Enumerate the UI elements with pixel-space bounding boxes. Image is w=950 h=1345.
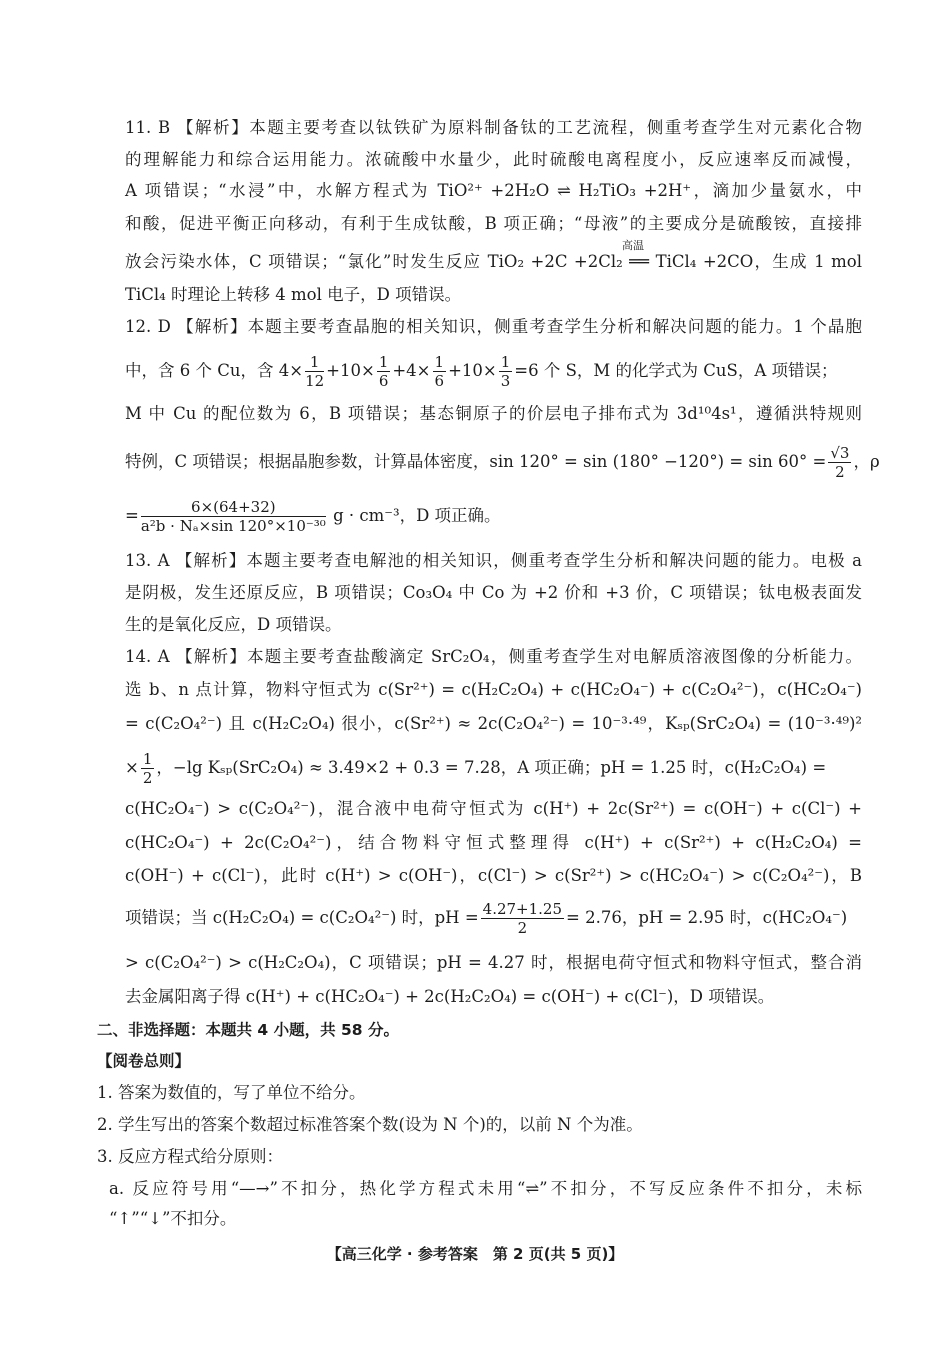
q12-text: 特例，C 项错误；根据晶胞参数，计算晶体密度，sin 120° = sin (180° −120°) = sin 60° = [125,452,827,471]
q14-line-9: > c(C₂O₄²⁻) > c(H₂C₂O₄)，C 项错误；pH = 4.27 时，根据电荷守恒式和物料守恒式，整合消 [125,953,862,972]
q11-line-5: 放会污染水体，C 项错误；“氯化”时发生反应 TiO₂ +2C +2Cl₂ ══ TiCl₄ +2CO，生成 1 mol [125,252,862,271]
rule-3a-line-2: “↑”“↓”不扣分。 [109,1209,237,1228]
q12-line-3: M 中 Cu 的配位数为 6，B 项错误；基态铜原子的价层电子排布式为 3d¹⁰4s¹，遵循洪特规则 [125,404,862,423]
q12-text: 中，含 6 个 Cu，含 4× [125,361,304,380]
denominator: 12 [305,372,325,390]
q14-line-2: 选 b、n 点计算，物料守恒式为 c(Sr²⁺) = c(H₂C₂O₄) + c(HC₂O₄⁻) + c(C₂O₄²⁻)，c(HC₂O₄⁻) [125,680,862,699]
q13-line-3: 生的是氧化反应，D 项错误。 [125,615,342,634]
q11-reaction-condition: 高温 [622,239,644,252]
numerator: 1 [434,353,445,371]
q12-text: +4× [392,361,431,380]
fraction [141,750,155,787]
q11-line-2: 的理解能力和综合运用能力。浓硫酸中水量少，此时硫酸电离程度小，反应速率反而减慢， [125,150,862,169]
q12-text: +10× [326,361,375,380]
denominator: 6 [434,372,445,390]
q12-text: ，ρ [853,452,880,471]
q14-line-6: c(HC₂O₄⁻) + 2c(C₂O₄²⁻)，结合物料守恒式整理得 c(H⁺) + c(Sr²⁺) + c(H₂C₂O₄) = [125,833,862,852]
fraction [433,353,447,390]
q11-line-3: A 项错误；“水浸”中，水解方程式为 TiO²⁺ +2H₂O ⇌ H₂TiO₃ +2H⁺，滴加少量氨水，中 [125,181,862,200]
numerator: 1 [500,353,511,371]
denominator: 3 [500,372,511,390]
q14-line-3: = c(C₂O₄²⁻) 且 c(H₂C₂O₄) 很小，c(Sr²⁺) ≈ 2c(C₂O₄²⁻) = 10⁻³·⁴⁹，Kₛₚ(SrC₂O₄) = (10⁻³·⁴⁹)² [125,714,862,733]
q14-text: 项错误；当 c(H₂C₂O₄) = c(C₂O₄²⁻) 时，pH = [125,908,479,927]
denominator: 6 [378,372,389,390]
q11-line-1: 11. B 【解析】本题主要考查以钛铁矿为原料制备钛的工艺流程，侧重考查学生对元素化合物 [125,118,862,137]
q12-line-2 [125,350,862,392]
q14-line-5: c(HC₂O₄⁻) > c(C₂O₄²⁻)，混合液中电荷守恒式为 c(H⁺) + 2c(Sr²⁺) = c(OH⁻) + c(Cl⁻) + [125,799,862,818]
rules-title: 【阅卷总则】 [97,1052,191,1070]
denominator: 2 [142,769,153,787]
q14-line-8 [125,896,862,940]
fraction [481,900,564,937]
q14-text: ，−lg Kₛₚ(SrC₂O₄) ≈ 3.49×2 + 0.3 = 7.28，A 项正确；pH = 1.25 时，c(H₂C₂O₄) = [156,758,827,777]
page-footer: 【高三化学 · 参考答案 第 2 页(共 5 页)】 [326,1245,624,1263]
fraction [141,498,326,535]
fraction [377,353,391,390]
q12-line-1: 12. D 【解析】本题主要考查晶胞的相关知识，侧重考查学生分析和解决问题的能力。1 个晶胞 [125,317,862,336]
numerator: 1 [142,750,153,768]
denominator: 2 [517,919,528,937]
numerator: √3 [830,444,850,462]
rule-3a-line-1: a. 反应符号用“—→”不扣分，热化学方程式未用“⇌”不扣分，不写反应条件不扣分，未标 [109,1179,862,1198]
numerator: 4.27+1.25 [482,900,563,918]
q13-line-1: 13. A 【解析】本题主要考查电解池的相关知识，侧重考查学生分析和解决问题的能力。电极 a [125,551,862,570]
denominator: 2 [835,463,845,481]
q12-text: =6 个 S，M 的化学式为 CuS，A 项错误； [514,361,838,380]
q14-text: = 2.76，pH = 2.95 时，c(HC₂O₄⁻) [566,908,848,927]
q14-line-1: 14. A 【解析】本题主要考查盐酸滴定 SrC₂O₄，侧重考查学生对电解质溶液图像的分析能力。 [125,647,862,666]
section-heading: 二、非选择题：本题共 4 小题，共 58 分。 [97,1021,399,1039]
numerator: 6×(64+32) [141,498,326,517]
q12-line-4 [125,440,880,484]
q14-line-4 [125,746,862,790]
fraction [305,353,324,390]
fraction [828,444,851,481]
q12-line-5 [125,494,862,538]
q11-line-4: 和酸，促进平衡正向移动，有利于生成钛酸，B 项正确；“母液”的主要成分是硫酸铵，直接排 [125,214,862,233]
rule-2: 2. 学生写出的答案个数超过标准答案个数(设为 N 个)的，以前 N 个为准。 [97,1115,643,1134]
fraction [499,353,513,390]
q14-line-7: c(OH⁻) + c(Cl⁻)，此时 c(H⁺) > c(OH⁻)，c(Cl⁻) > c(Sr²⁺) > c(HC₂O₄⁻) > c(C₂O₄²⁻)，B [125,866,862,885]
q14-line-10: 去金属阳离子得 c(H⁺) + c(HC₂O₄⁻) + 2c(H₂C₂O₄) = c(OH⁻) + c(Cl⁻)，D 项错误。 [125,987,775,1006]
rule-1: 1. 答案为数值的，写了单位不给分。 [97,1083,366,1102]
q12-text: +10× [448,361,497,380]
q13-line-2: 是阴极，发生还原反应，B 项错误；Co₃O₄ 中 Co 为 +2 价和 +3 价，C 项错误；钛电极表面发 [125,583,862,602]
q11-line-6: TiCl₄ 时理论上转移 4 mol 电子，D 项错误。 [125,285,462,304]
q12-text: = [125,506,139,525]
q14-text: × [125,758,139,777]
numerator: 1 [305,353,324,372]
rule-3: 3. 反应方程式给分原则： [97,1147,283,1166]
numerator: 1 [378,353,389,371]
q12-text: g · cm⁻³，D 项正确。 [327,506,501,525]
denominator: a²b · Nₐ×sin 120°×10⁻³⁰ [140,517,326,535]
